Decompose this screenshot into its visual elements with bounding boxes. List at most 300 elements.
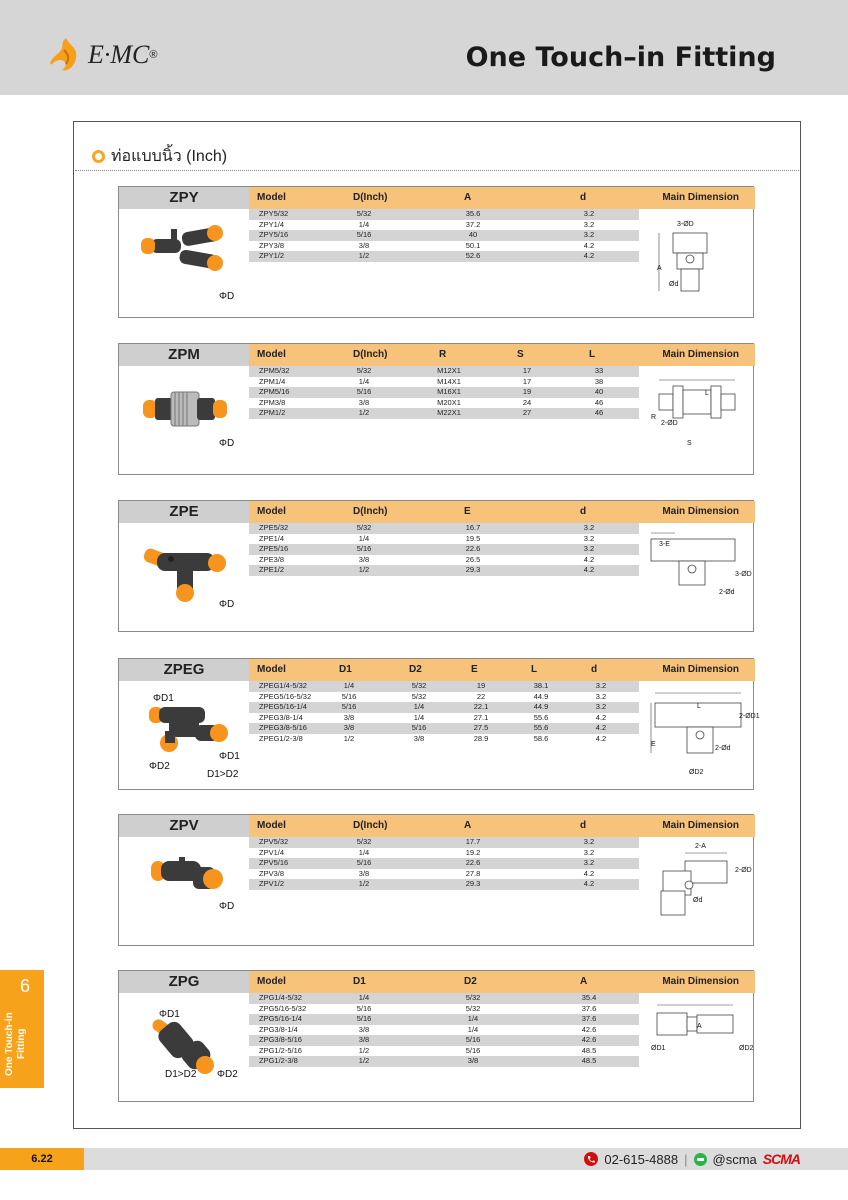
table-cell: ZPM1/2 bbox=[259, 408, 286, 417]
product-code: ZPEG bbox=[119, 659, 249, 681]
column-header: E bbox=[464, 506, 471, 517]
table-cell: 1/2 bbox=[358, 408, 370, 417]
table-cell: 5/32 bbox=[465, 993, 481, 1002]
table-cell: 17.7 bbox=[465, 837, 481, 846]
dimension-drawing bbox=[645, 843, 745, 928]
table-cell: 24 bbox=[522, 397, 532, 407]
table-cell: 27.1 bbox=[473, 712, 489, 722]
table-cell: 3/8 bbox=[413, 733, 425, 743]
chapter-label: One Touch-in Fitting bbox=[4, 1012, 27, 1076]
dimension-label: 3-ØD bbox=[735, 571, 752, 578]
table-cell: ZPV5/16 bbox=[259, 858, 289, 867]
size-label: ΦD bbox=[219, 901, 235, 912]
side-tab bbox=[0, 970, 44, 1088]
spec-table bbox=[249, 366, 639, 419]
column-header: R bbox=[439, 349, 447, 360]
table-cell: 1/2 bbox=[358, 879, 370, 888]
table-cell: 3.2 bbox=[583, 219, 595, 229]
table-cell: 3/8 bbox=[358, 868, 370, 878]
table-cell: ZPE1/4 bbox=[259, 533, 285, 543]
dimension-label: 2-ØD bbox=[661, 420, 678, 427]
table-cell: ZPEG3/8-5/16 bbox=[259, 723, 307, 732]
column-header: D(Inch) bbox=[353, 349, 388, 360]
table-cell: 50.1 bbox=[465, 240, 481, 250]
product-block-zpeg bbox=[118, 658, 760, 790]
table-cell: 58.6 bbox=[533, 733, 549, 743]
fitting-image bbox=[139, 384, 229, 439]
dimension-drawing bbox=[645, 687, 755, 772]
table-row bbox=[249, 398, 639, 409]
dimension-label: A bbox=[697, 1023, 702, 1030]
table-cell: 19.5 bbox=[465, 533, 481, 543]
product-code: ZPV bbox=[119, 815, 249, 837]
column-header: D(Inch) bbox=[353, 192, 388, 203]
product-code: ZPM bbox=[119, 344, 249, 366]
table-header bbox=[249, 971, 755, 993]
section-title-text: ท่อแบบนิ้ว (Inch) bbox=[111, 148, 228, 165]
table-row bbox=[249, 377, 639, 388]
dimension-label: 2-Ød bbox=[715, 745, 731, 752]
table-cell: 33 bbox=[594, 366, 604, 375]
table-cell: ZPM3/8 bbox=[259, 397, 286, 407]
dimension-label: 2-ØD1 bbox=[739, 713, 760, 720]
table-cell: ZPE3/8 bbox=[259, 554, 285, 564]
flame-logo-icon bbox=[48, 36, 84, 74]
table-cell: 48.5 bbox=[581, 1056, 597, 1065]
dimension-label: 3-ØD bbox=[677, 221, 694, 228]
table-row bbox=[249, 681, 639, 692]
table-cell: 3.2 bbox=[595, 691, 607, 701]
table-cell: 17 bbox=[522, 376, 532, 386]
table-cell: 3/8 bbox=[358, 1024, 370, 1034]
table-cell: 5/16 bbox=[356, 230, 372, 239]
table-cell: 22.1 bbox=[473, 702, 489, 711]
table-cell: 5/32 bbox=[356, 209, 372, 218]
column-header: D(Inch) bbox=[353, 506, 388, 517]
column-header: A bbox=[464, 820, 472, 831]
dimension-label: Ød bbox=[669, 281, 679, 288]
column-header: D(Inch) bbox=[353, 820, 388, 831]
table-row bbox=[249, 1004, 639, 1015]
table-row bbox=[249, 858, 639, 869]
table-cell: 4.2 bbox=[583, 554, 595, 564]
product-code: ZPE bbox=[119, 501, 249, 523]
dimension-label: S bbox=[687, 440, 692, 447]
table-cell: 29.3 bbox=[465, 565, 481, 574]
product-block-zpy bbox=[118, 186, 754, 318]
column-header: D1 bbox=[339, 664, 352, 675]
column-header: Model bbox=[257, 820, 286, 831]
table-cell: 3.2 bbox=[583, 858, 595, 867]
table-cell: 3.2 bbox=[583, 533, 595, 543]
table-cell: 48.5 bbox=[581, 1045, 597, 1055]
table-header bbox=[249, 187, 755, 209]
column-header: d bbox=[591, 664, 598, 675]
table-cell: 1/2 bbox=[358, 1045, 370, 1055]
table-cell: 1/2 bbox=[358, 565, 370, 574]
table-cell: 1/2 bbox=[343, 733, 355, 743]
table-cell: 28.9 bbox=[473, 733, 489, 743]
table-cell: 5/16 bbox=[411, 723, 427, 732]
table-cell: 1/4 bbox=[343, 681, 355, 690]
table-cell: ZPG1/4-5/32 bbox=[259, 993, 302, 1002]
table-cell: 19.2 bbox=[465, 847, 481, 857]
table-cell: 22.6 bbox=[465, 544, 481, 553]
table-row bbox=[249, 209, 639, 220]
table-cell: 1/4 bbox=[358, 219, 370, 229]
table-cell: 35.4 bbox=[581, 993, 597, 1002]
phone-icon bbox=[584, 1152, 598, 1166]
table-cell: 3.2 bbox=[583, 837, 595, 846]
table-cell: ZPEG1/2-3/8 bbox=[259, 733, 303, 743]
table-cell: M22X1 bbox=[437, 408, 461, 417]
table-row bbox=[249, 534, 639, 545]
table-row bbox=[249, 251, 639, 262]
column-header: Model bbox=[257, 192, 286, 203]
column-header: Model bbox=[257, 664, 286, 675]
table-cell: 35.6 bbox=[465, 209, 481, 218]
table-cell: ZPY1/4 bbox=[259, 219, 285, 229]
table-cell: ZPG5/16-5/32 bbox=[259, 1003, 307, 1013]
table-row bbox=[249, 1014, 639, 1025]
column-header: E bbox=[471, 664, 478, 675]
table-cell: M16X1 bbox=[437, 387, 461, 396]
table-cell: 1/4 bbox=[358, 533, 370, 543]
table-cell: ZPM1/4 bbox=[259, 376, 286, 386]
size-label: D1>D2 bbox=[207, 769, 239, 780]
dimension-label: 3-E bbox=[659, 541, 670, 548]
table-cell: ZPEG5/16-1/4 bbox=[259, 702, 307, 711]
size-label: D1>D2 bbox=[165, 1069, 197, 1080]
table-header bbox=[249, 815, 755, 837]
table-cell: 1/4 bbox=[467, 1014, 479, 1023]
table-cell: 3/8 bbox=[358, 240, 370, 250]
table-cell: 1/4 bbox=[358, 993, 370, 1002]
table-cell: 1/2 bbox=[358, 1056, 370, 1065]
table-cell: 3.2 bbox=[583, 523, 595, 532]
section-title bbox=[92, 144, 227, 169]
table-cell: 5/32 bbox=[356, 523, 372, 532]
spec-table bbox=[249, 523, 639, 576]
table-cell: 1/4 bbox=[358, 847, 370, 857]
table-cell: 4.2 bbox=[595, 733, 607, 743]
table-cell: 5/16 bbox=[341, 691, 357, 701]
phone-number[interactable]: 02-615-4888 bbox=[604, 1151, 679, 1167]
table-cell: 5/32 bbox=[356, 837, 372, 846]
dimension-label: 2-ØD bbox=[735, 867, 752, 874]
table-cell: ZPG3/8-5/16 bbox=[259, 1035, 302, 1044]
table-row bbox=[249, 544, 639, 555]
size-label: ΦD2 bbox=[217, 1069, 238, 1080]
table-row bbox=[249, 734, 639, 745]
table-cell: 5/16 bbox=[356, 387, 372, 396]
table-cell: ZPEG3/8-1/4 bbox=[259, 712, 303, 722]
footer-contacts bbox=[584, 1151, 800, 1167]
product-code: ZPG bbox=[119, 971, 249, 993]
table-cell: ZPV1/4 bbox=[259, 847, 285, 857]
table-cell: 29.3 bbox=[465, 879, 481, 888]
scma-logo: SCMA bbox=[762, 1151, 800, 1167]
product-block-zpg bbox=[118, 970, 754, 1102]
table-cell: 5/16 bbox=[356, 858, 372, 867]
table-cell: 38.1 bbox=[533, 681, 549, 690]
column-header: Model bbox=[257, 976, 286, 987]
table-cell: 5/16 bbox=[356, 544, 372, 553]
table-row bbox=[249, 408, 639, 419]
table-row bbox=[249, 241, 639, 252]
table-cell: 52.6 bbox=[465, 251, 481, 260]
dotted-divider bbox=[75, 170, 799, 171]
table-cell: 1/4 bbox=[413, 702, 425, 711]
table-cell: 3/8 bbox=[358, 397, 370, 407]
table-row bbox=[249, 220, 639, 231]
table-cell: 22 bbox=[476, 691, 486, 701]
table-cell: 3.2 bbox=[583, 544, 595, 553]
spec-table bbox=[249, 837, 639, 890]
table-row bbox=[249, 230, 639, 241]
table-cell: 4.2 bbox=[595, 712, 607, 722]
size-label: ΦD1 bbox=[153, 693, 174, 704]
table-cell: 5/32 bbox=[465, 1003, 481, 1013]
table-cell: 3/8 bbox=[358, 1035, 370, 1044]
table-cell: ZPV3/8 bbox=[259, 868, 285, 878]
table-cell: 3.2 bbox=[583, 209, 595, 218]
fitting-image bbox=[141, 539, 231, 608]
table-cell: 5/16 bbox=[465, 1035, 481, 1044]
table-cell: 27 bbox=[522, 408, 532, 417]
table-cell: 4.2 bbox=[583, 868, 595, 878]
table-cell: 55.6 bbox=[533, 712, 549, 722]
table-cell: 19 bbox=[522, 387, 532, 396]
table-cell: ZPM5/16 bbox=[259, 387, 290, 396]
table-cell: 3/8 bbox=[467, 1056, 479, 1065]
footer-separator: | bbox=[684, 1151, 688, 1167]
table-cell: 3/8 bbox=[343, 723, 355, 732]
table-row bbox=[249, 713, 639, 724]
column-header: L bbox=[531, 664, 538, 675]
spec-table bbox=[249, 209, 639, 262]
table-cell: 55.6 bbox=[533, 723, 549, 732]
column-header: D2 bbox=[464, 976, 477, 987]
table-cell: ZPG5/16-1/4 bbox=[259, 1014, 302, 1023]
table-cell: ZPY1/2 bbox=[259, 251, 285, 260]
column-header: D1 bbox=[353, 976, 366, 987]
main-dimension-header: Main Dimension bbox=[662, 976, 739, 987]
table-cell: 5/16 bbox=[356, 1003, 372, 1013]
table-cell: 3.2 bbox=[595, 702, 607, 711]
table-row bbox=[249, 723, 639, 734]
table-cell: 4.2 bbox=[583, 565, 595, 574]
table-cell: ZPY3/8 bbox=[259, 240, 285, 250]
column-header: Model bbox=[257, 349, 286, 360]
table-cell: ZPE5/16 bbox=[259, 544, 289, 553]
dimension-label: E bbox=[651, 741, 656, 748]
size-label: ΦD1 bbox=[219, 751, 240, 762]
size-label: ΦD2 bbox=[149, 761, 170, 772]
table-cell: 38 bbox=[594, 376, 604, 386]
dimension-label: Ød bbox=[693, 897, 703, 904]
page-title: One Touch–in Fitting bbox=[465, 42, 776, 73]
dimension-label: R bbox=[651, 414, 657, 421]
table-cell: ZPY5/32 bbox=[259, 209, 289, 218]
table-cell: ZPV1/2 bbox=[259, 879, 285, 888]
table-cell: 19 bbox=[476, 681, 486, 690]
table-cell: 1/2 bbox=[358, 251, 370, 260]
line-icon bbox=[694, 1153, 707, 1166]
dimension-label: A bbox=[657, 265, 662, 272]
main-dimension-header: Main Dimension bbox=[662, 506, 739, 517]
table-row bbox=[249, 848, 639, 859]
dimension-label: ØD1 bbox=[651, 1045, 666, 1052]
fitting-image bbox=[137, 221, 227, 286]
table-cell: 40 bbox=[468, 230, 478, 239]
table-cell: ZPEG1/4-5/32 bbox=[259, 681, 307, 690]
table-cell: 3/8 bbox=[358, 554, 370, 564]
table-cell: ZPE1/2 bbox=[259, 565, 285, 574]
table-cell: ZPM5/32 bbox=[259, 366, 290, 375]
size-label: ΦD bbox=[219, 291, 235, 302]
column-header: A bbox=[464, 192, 472, 203]
table-cell: 37.6 bbox=[581, 1003, 597, 1013]
table-cell: 42.6 bbox=[581, 1024, 597, 1034]
table-row bbox=[249, 555, 639, 566]
dimension-label: ØD2 bbox=[689, 769, 704, 776]
column-header: D2 bbox=[409, 664, 422, 675]
registered-mark: ® bbox=[149, 49, 158, 61]
table-row bbox=[249, 1035, 639, 1046]
table-header bbox=[249, 659, 755, 681]
table-cell: 42.6 bbox=[581, 1035, 597, 1044]
table-row bbox=[249, 366, 639, 377]
table-cell: 44.9 bbox=[533, 691, 549, 701]
spec-table bbox=[249, 993, 639, 1067]
table-cell: 40 bbox=[594, 387, 604, 396]
table-cell: 5/16 bbox=[341, 702, 357, 711]
product-block-zpv bbox=[118, 814, 754, 946]
dimension-drawing bbox=[645, 372, 745, 437]
table-cell: 27.8 bbox=[465, 868, 481, 878]
column-header: L bbox=[589, 349, 596, 360]
table-cell: 27.5 bbox=[473, 723, 489, 732]
product-block-zpe bbox=[118, 500, 754, 632]
table-cell: 17 bbox=[522, 366, 532, 375]
table-cell: 44.9 bbox=[533, 702, 549, 711]
table-cell: 26.5 bbox=[465, 554, 481, 564]
table-cell: 5/32 bbox=[411, 681, 427, 690]
size-label: ΦD bbox=[219, 438, 235, 449]
table-row bbox=[249, 879, 639, 890]
table-header bbox=[249, 501, 755, 523]
table-cell: 5/16 bbox=[465, 1045, 481, 1055]
table-cell: ZPG3/8-1/4 bbox=[259, 1024, 298, 1034]
chapter-number: 6 bbox=[20, 976, 31, 996]
table-cell: 1/4 bbox=[467, 1024, 479, 1034]
brand-name: E·MC bbox=[88, 40, 150, 69]
line-id[interactable]: @scma bbox=[712, 1151, 757, 1167]
table-cell: 3.2 bbox=[583, 847, 595, 857]
size-label: ΦD1 bbox=[159, 1009, 180, 1020]
table-row bbox=[249, 869, 639, 880]
table-cell: 5/32 bbox=[411, 691, 427, 701]
table-cell: ZPG1/2-3/8 bbox=[259, 1056, 298, 1065]
main-dimension-header: Main Dimension bbox=[662, 349, 739, 360]
table-cell: ZPE5/32 bbox=[259, 523, 289, 532]
dimension-label: ØD2 bbox=[739, 1045, 754, 1052]
table-cell: M12X1 bbox=[437, 366, 461, 375]
column-header: d bbox=[580, 192, 587, 203]
table-cell: 4.2 bbox=[595, 723, 607, 732]
table-cell: 1/4 bbox=[413, 712, 425, 722]
bullet-ring-icon bbox=[92, 150, 105, 163]
product-code: ZPY bbox=[119, 187, 249, 209]
table-row bbox=[249, 993, 639, 1004]
column-header: d bbox=[580, 820, 587, 831]
table-header bbox=[249, 344, 755, 366]
table-cell: 1/4 bbox=[358, 376, 370, 386]
dimension-label: 2-Ød bbox=[719, 589, 735, 596]
dimension-label: L bbox=[705, 390, 709, 397]
dimension-label: 2-A bbox=[695, 843, 706, 850]
table-cell: 3/8 bbox=[343, 712, 355, 722]
table-cell: 46 bbox=[594, 408, 604, 417]
spec-table bbox=[249, 681, 639, 744]
table-cell: 16.7 bbox=[465, 523, 481, 532]
table-cell: M14X1 bbox=[437, 376, 461, 386]
main-dimension-header: Main Dimension bbox=[662, 820, 739, 831]
column-header: S bbox=[517, 349, 524, 360]
main-dimension-header: Main Dimension bbox=[662, 192, 739, 203]
table-cell: 37.2 bbox=[465, 219, 481, 229]
table-row bbox=[249, 692, 639, 703]
table-cell: 3.2 bbox=[595, 681, 607, 690]
dimension-label: L bbox=[697, 703, 701, 710]
table-cell: 4.2 bbox=[583, 879, 595, 888]
column-header: A bbox=[580, 976, 588, 987]
table-cell: ZPV5/32 bbox=[259, 837, 289, 846]
table-cell: 5/32 bbox=[356, 366, 372, 375]
table-cell: ZPEG5/16-5/32 bbox=[259, 691, 312, 701]
table-cell: 46 bbox=[594, 397, 604, 407]
table-row bbox=[249, 523, 639, 534]
page-number: 6.22 bbox=[0, 1148, 84, 1170]
table-cell: 5/16 bbox=[356, 1014, 372, 1023]
page-header bbox=[0, 0, 848, 95]
page-footer bbox=[0, 1148, 848, 1170]
table-cell: 4.2 bbox=[583, 240, 595, 250]
product-block-zpm bbox=[118, 343, 754, 475]
table-row bbox=[249, 837, 639, 848]
table-cell: 4.2 bbox=[583, 251, 595, 260]
table-cell: 37.6 bbox=[581, 1014, 597, 1023]
table-cell: ZPG1/2-5/16 bbox=[259, 1045, 302, 1055]
table-row bbox=[249, 565, 639, 576]
table-row bbox=[249, 387, 639, 398]
table-cell: M20X1 bbox=[437, 397, 461, 407]
table-cell: 22.6 bbox=[465, 858, 481, 867]
table-row bbox=[249, 1056, 639, 1067]
table-row bbox=[249, 1046, 639, 1057]
table-cell: 3.2 bbox=[583, 230, 595, 239]
dimension-drawing bbox=[645, 215, 725, 310]
table-row bbox=[249, 1025, 639, 1036]
main-dimension-header: Main Dimension bbox=[662, 664, 739, 675]
size-label: ΦD bbox=[219, 599, 235, 610]
table-cell: ZPY5/16 bbox=[259, 230, 289, 239]
emc-logo bbox=[48, 36, 158, 74]
table-row bbox=[249, 702, 639, 713]
column-header: d bbox=[580, 506, 587, 517]
column-header: Model bbox=[257, 506, 286, 517]
